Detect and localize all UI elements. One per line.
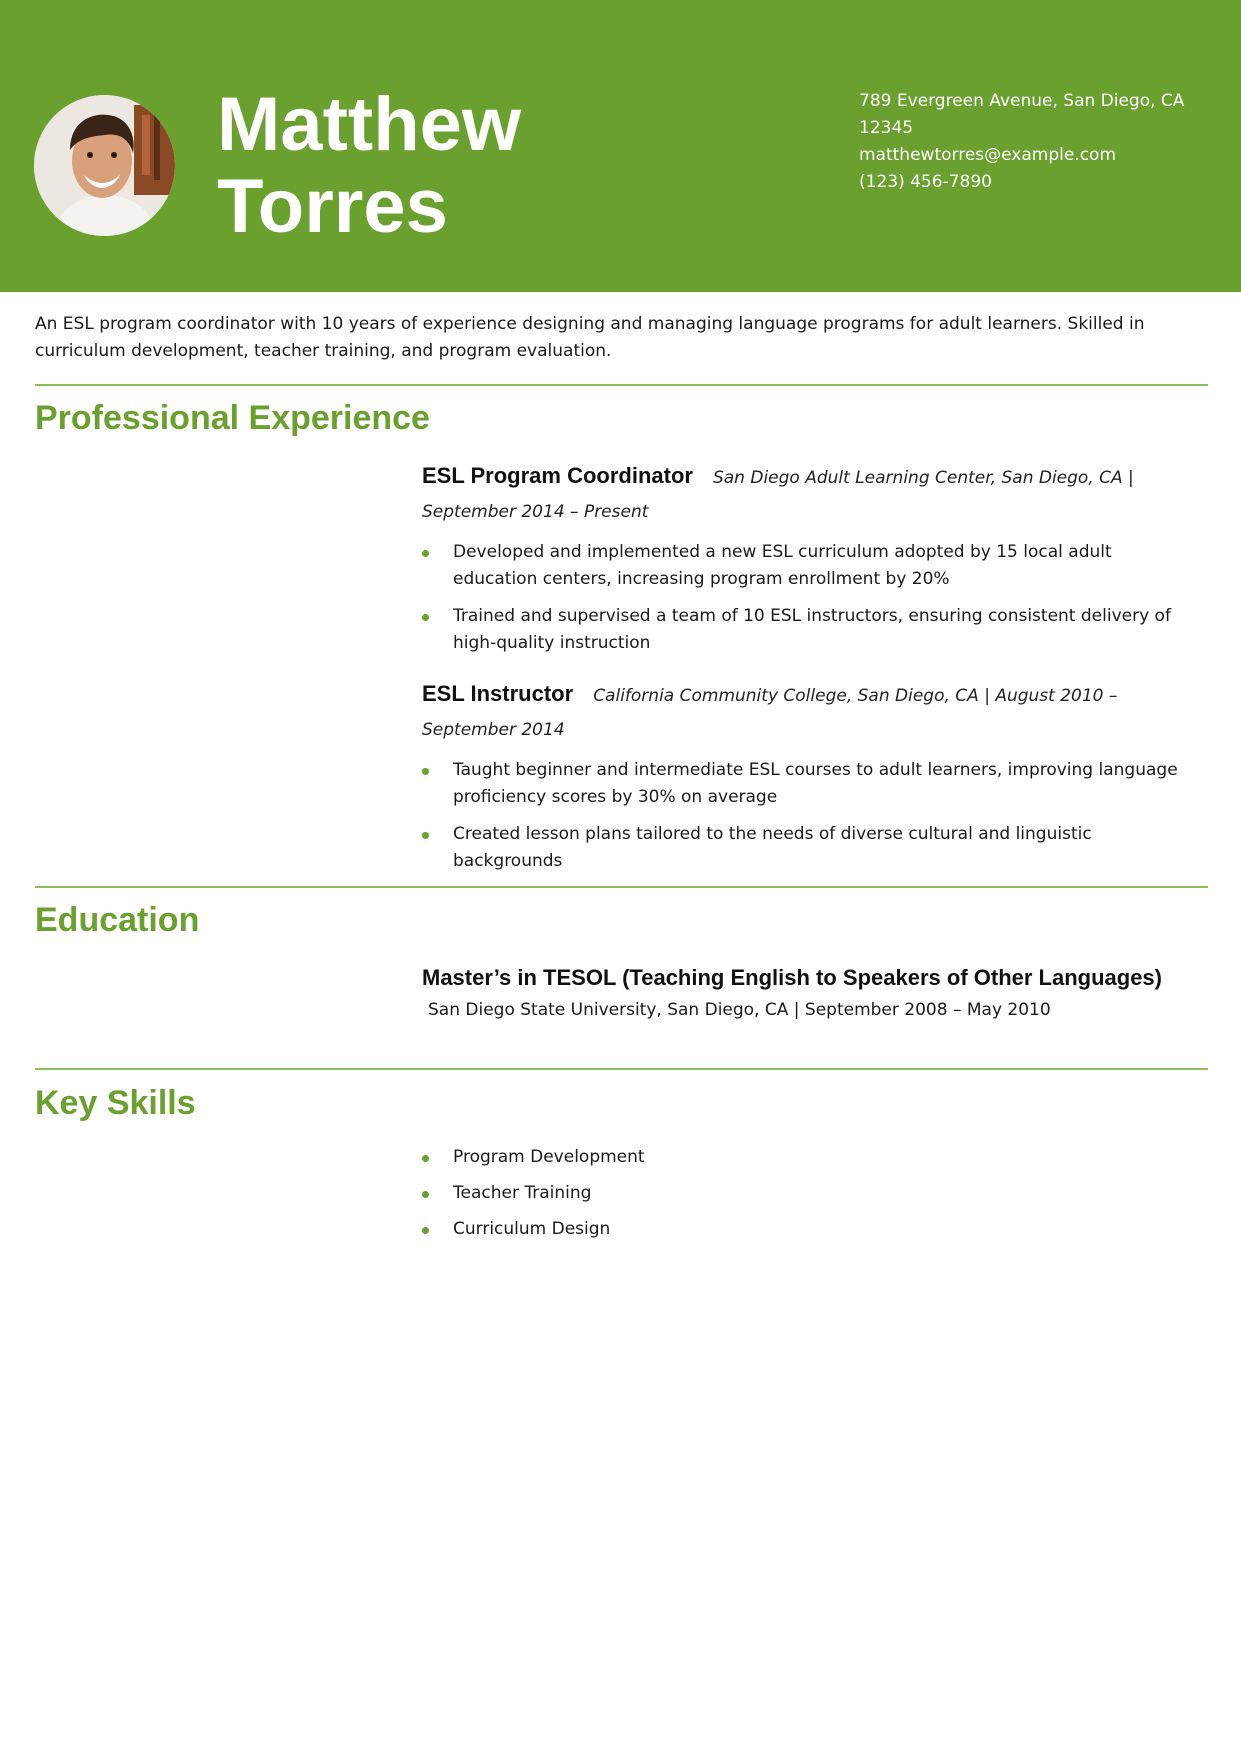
divider <box>35 384 1208 386</box>
education-heading: Education <box>35 901 200 939</box>
list-item: Created lesson plans tailored to the needs of diverse cultural and linguistic backgrounds <box>422 821 1192 875</box>
job-header <box>422 459 1192 529</box>
list-item: Program Development <box>422 1144 1192 1171</box>
degree: Master’s in TESOL (Teaching English to Speakers of Other Languages) <box>422 965 1162 990</box>
summary: An ESL program coordinator with 10 years of experience designing and managing language programs for adult learners. Skilled in curriculum development, teacher training, and program evaluation. <box>35 314 1145 361</box>
job-title: ESL Instructor <box>422 681 574 706</box>
contact-info <box>859 88 1199 196</box>
job-meta: San Diego Adult Learning Center, San Diego, CA | September 2014 – Present <box>422 468 1134 522</box>
list-item: Developed and implemented a new ESL curriculum adopted by 15 local adult education centers, increasing program enrollment by 20% <box>422 539 1192 593</box>
experience-content <box>422 459 1192 885</box>
divider <box>35 886 1208 888</box>
job-bullets <box>422 539 1192 657</box>
job-entry <box>422 677 1192 875</box>
last-name: Torres <box>217 164 448 249</box>
address: 789 Evergreen Avenue, San Diego, CA 12345 <box>859 91 1185 138</box>
list-item: Trained and supervised a team of 10 ESL instructors, ensuring consistent delivery of high-quality instruction <box>422 603 1192 657</box>
list-item: Curriculum Design <box>422 1216 1192 1243</box>
job-title: ESL Program Coordinator <box>422 463 693 488</box>
experience-heading: Professional Experience <box>35 399 430 437</box>
email: matthewtorres@example.com <box>859 145 1117 165</box>
profile-photo <box>34 95 175 236</box>
skills-list <box>422 1144 1192 1243</box>
phone: (123) 456-7890 <box>859 172 992 192</box>
education-meta: San Diego State University, San Diego, CA | September 2008 – May 2010 <box>428 1000 1051 1020</box>
job-meta: California Community College, San Diego, CA | August 2010 – September 2014 <box>422 686 1118 740</box>
skills-content <box>422 1144 1192 1252</box>
candidate-name <box>217 84 521 248</box>
divider <box>35 1068 1208 1070</box>
skills-heading: Key Skills <box>35 1084 196 1122</box>
job-entry <box>422 459 1192 657</box>
first-name: Matthew <box>217 82 521 167</box>
education-content <box>422 961 1192 1025</box>
header-banner <box>0 0 1241 292</box>
list-item: Taught beginner and intermediate ESL courses to adult learners, improving language proficiency scores by 30% on average <box>422 757 1192 811</box>
job-bullets <box>422 757 1192 875</box>
job-header <box>422 677 1192 747</box>
list-item: Teacher Training <box>422 1180 1192 1207</box>
